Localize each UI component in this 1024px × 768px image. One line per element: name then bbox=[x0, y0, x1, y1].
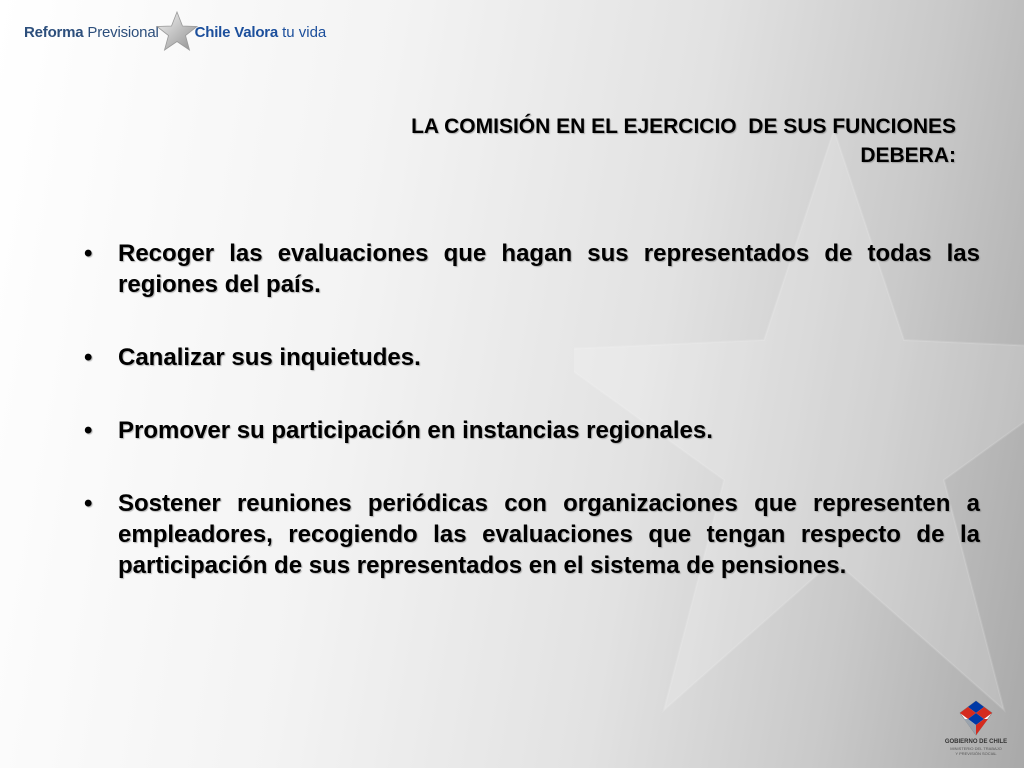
bullet-text: Recoger las evaluaciones que hagan sus representados de todas las regiones del país. bbox=[118, 240, 980, 298]
brand-tu-vida: tu vida bbox=[282, 23, 327, 41]
bullet-text: Promover su participación en instancias regionales. bbox=[118, 417, 713, 444]
bullet-dot: • bbox=[84, 240, 93, 267]
bullet-dot: • bbox=[84, 490, 93, 517]
star-icon bbox=[155, 10, 199, 54]
government-shield-icon bbox=[959, 700, 993, 736]
bullet-item bbox=[84, 488, 980, 581]
slide-title-line-1: LA COMISIÓN EN EL EJERCICIO DE SUS FUNCIONES bbox=[411, 115, 956, 138]
bullet-item bbox=[84, 342, 980, 373]
gov-label: GOBIERNO DE CHILE bbox=[944, 739, 1008, 745]
brand-chile-valora: Chile Valora bbox=[194, 23, 279, 41]
bullet-item bbox=[84, 238, 980, 300]
bullet-dot: • bbox=[84, 417, 93, 444]
gov-sublabel-2: Y PREVISIÓN SOCIAL bbox=[955, 751, 997, 756]
bullet-list bbox=[84, 238, 980, 623]
slide-title-line-2: DEBERA: bbox=[860, 144, 956, 167]
brand-reforma: Reforma Previsional bbox=[24, 23, 159, 41]
bullet-dot: • bbox=[84, 344, 93, 371]
bullet-item bbox=[84, 415, 980, 446]
bullet-text: Canalizar sus inquietudes. bbox=[118, 344, 421, 371]
slide-title bbox=[156, 112, 956, 170]
gov-sublabel-1: MINISTERIO DEL TRABAJO bbox=[950, 746, 1002, 751]
bullet-text: Sostener reuniones periódicas con organizaciones que representen a empleadores, recogiendo las evaluaciones que tengan respecto de la participación de sus representados en el sistema de pensiones. bbox=[118, 490, 980, 579]
government-logo bbox=[942, 700, 1010, 756]
brand-logo bbox=[24, 10, 326, 54]
